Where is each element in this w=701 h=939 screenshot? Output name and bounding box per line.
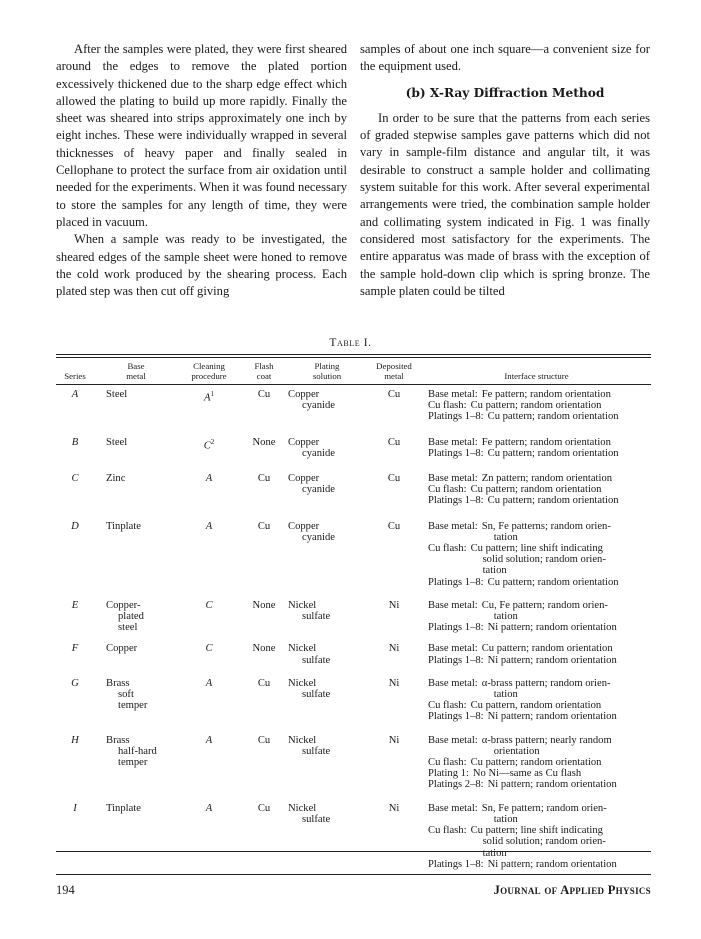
cell-line: Steel bbox=[106, 389, 128, 400]
cell-line: sulfate bbox=[302, 689, 331, 701]
table-row bbox=[56, 507, 651, 588]
interface-entry: Base metal: α-brass pattern; random orien- tation bbox=[428, 677, 611, 701]
cell-line: Copper bbox=[288, 436, 320, 448]
cell-deposited-metal: Ni bbox=[388, 677, 400, 689]
col-header-cleaning: Cleaning procedure bbox=[191, 361, 227, 381]
col-header-series: Series bbox=[64, 370, 86, 381]
cell-deposited-metal: Ni bbox=[388, 734, 400, 746]
cell-line: Nickel bbox=[288, 734, 317, 746]
cell-cleaning: A bbox=[205, 802, 213, 814]
table-row bbox=[56, 666, 651, 723]
table-bottom-rule bbox=[56, 851, 651, 852]
interface-entry: Plating 1: No Ni—same as Cu flash bbox=[428, 768, 582, 780]
cell-deposited-metal: Cu bbox=[387, 520, 401, 532]
interface-entry: Platings 1–8: Cu pattern; random orientation bbox=[428, 576, 619, 588]
cell-interface-structure bbox=[422, 666, 651, 723]
cell-plating-solution bbox=[288, 588, 366, 634]
body-paragraph: In order to be sure that the patterns from each series of graded stepwise samples gave patterns which did not vary in sample-film distance and angular tilt, it was desirable to construct a sample holder and collimating system suitable for this work. After several experimental arrangements were tried, the combination sample holder and collimating system indicated in Fig. 1 was finally considered most satisfactory for the experiments. The entire apparatus was made of brass with the exception of the sample hold-down clip which is spring bronze. The sample platen could be tilted bbox=[360, 110, 650, 298]
cell-interface-structure bbox=[422, 423, 651, 459]
cell-plating-solution bbox=[288, 633, 366, 665]
cell-interface-structure bbox=[422, 588, 651, 634]
interface-entry: Cu flash: Cu pattern; random orientation bbox=[428, 484, 602, 496]
cell-interface-structure bbox=[422, 459, 651, 507]
cell-line: Steel bbox=[106, 436, 128, 448]
right-text-column bbox=[360, 41, 650, 300]
cell-line: Tinplate bbox=[106, 802, 141, 814]
cell-base-metal bbox=[94, 459, 178, 507]
cell-series: B bbox=[71, 436, 79, 448]
cell-flash-coat: Cu bbox=[257, 473, 271, 485]
cell-cleaning: A bbox=[205, 473, 213, 485]
interface-entry: Base metal: Zn pattern; random orientation bbox=[428, 473, 613, 485]
cell-flash-coat: None bbox=[252, 599, 276, 611]
cell-line: Brass bbox=[106, 677, 130, 689]
cell-line: Copper bbox=[288, 473, 320, 485]
cell-line: sulfate bbox=[302, 745, 331, 757]
cell-series: D bbox=[71, 520, 79, 532]
interface-entry: Cu flash: Cu pattern; random orientation bbox=[428, 400, 602, 412]
page-number: 194 bbox=[56, 883, 75, 897]
cell-cleaning: C bbox=[205, 599, 213, 611]
col-header-base-metal: Base metal bbox=[126, 361, 146, 381]
cell-base-metal bbox=[94, 666, 178, 723]
cell-base-metal bbox=[94, 507, 178, 588]
cell-line: Tinplate bbox=[106, 520, 141, 532]
journal-name: Journal of Applied Physics bbox=[493, 883, 651, 897]
cell-interface-structure bbox=[422, 385, 651, 423]
cell-series: I bbox=[73, 802, 77, 814]
cell-line: cyanide bbox=[302, 531, 335, 543]
cell-cleaning: C bbox=[205, 643, 213, 655]
col-header-plating: Plating solution bbox=[312, 361, 342, 381]
cell-plating-solution bbox=[288, 723, 366, 791]
cell-flash-coat: None bbox=[252, 643, 276, 655]
cell-series: H bbox=[71, 734, 79, 746]
cell-line: plated bbox=[118, 611, 144, 623]
interface-entry: Platings 1–8: Cu pattern; random orientation bbox=[428, 495, 619, 507]
cell-series: A bbox=[71, 389, 79, 400]
table-row bbox=[56, 385, 651, 423]
cell-line: Zinc bbox=[106, 473, 126, 485]
interface-entry: Base metal: Sn, Fe pattern; random orien- tation bbox=[428, 802, 607, 825]
col-header-interface: Interface structure bbox=[504, 370, 569, 381]
cell-line: soft bbox=[118, 689, 134, 701]
cell-series: G bbox=[71, 677, 79, 689]
interface-entry: Base metal: α-brass pattern; nearly random orientation bbox=[428, 734, 612, 757]
cell-flash-coat: Cu bbox=[257, 389, 271, 400]
cell-flash-coat: Cu bbox=[257, 734, 271, 746]
cell-plating-solution bbox=[288, 423, 366, 459]
cell-line: half-hard bbox=[118, 745, 157, 757]
cell-line: Copper bbox=[106, 643, 138, 655]
interface-entry: Cu flash: Cu pattern; line shift indicating solid solution; random orien- tation bbox=[428, 825, 606, 859]
cell-cleaning: A bbox=[205, 677, 213, 689]
interface-entry: Base metal: Sn, Fe patterns; random orien- tation bbox=[428, 520, 611, 543]
interface-entry: Platings 1–8: Ni pattern; random orientation bbox=[428, 711, 617, 723]
table-row bbox=[56, 459, 651, 507]
body-paragraph: After the samples were plated, they were first sheared around the edges to remove the plated portion excessively thickened due to the sharp edge effect which allowed the plating to build up more rapidly. Finally the sheet was sheared into strips approximately one inch by eight inches. These were individually wrapped in several thicknesses of heavy paper and finally sealed in Cellophane to protect the surface from air oxidation until needed for the experiments. When it was found necessary to store the samples for any length of time, they were placed in vacuum. bbox=[56, 42, 347, 229]
cell-deposited-metal: Cu bbox=[387, 436, 401, 448]
cell-line: temper bbox=[118, 700, 148, 712]
cell-series: F bbox=[71, 643, 79, 655]
cell-line: Brass bbox=[106, 734, 130, 746]
cell-plating-solution bbox=[288, 507, 366, 588]
cell-deposited-metal: Cu bbox=[387, 473, 401, 485]
cell-deposited-metal: Ni bbox=[388, 599, 400, 611]
table-body bbox=[56, 385, 651, 870]
interface-entry: Platings 1–8: Ni pattern; random orientation bbox=[428, 622, 617, 634]
interface-entry: Cu flash: Cu pattern; line shift indicating solid solution; random orien- tation bbox=[428, 543, 606, 577]
cell-line: temper bbox=[118, 757, 148, 769]
cell-line: cyanide bbox=[302, 447, 335, 459]
cell-interface-structure bbox=[422, 633, 651, 665]
cell-plating-solution bbox=[288, 385, 366, 423]
table-row bbox=[56, 791, 651, 870]
interface-entry: Base metal: Cu pattern; random orientation bbox=[428, 643, 613, 655]
cell-line: Nickel bbox=[288, 677, 317, 689]
body-paragraph: samples of about one inch square—a convenient size for the equipment used. bbox=[360, 42, 650, 74]
interface-entry: Cu flash: Cu pattern, random orientation bbox=[428, 700, 602, 712]
interface-entry: Base metal: Fe pattern; random orientation bbox=[428, 389, 611, 400]
cell-base-metal bbox=[94, 423, 178, 459]
table-row bbox=[56, 588, 651, 634]
cell-line: Copper bbox=[288, 389, 320, 400]
cell-flash-coat: Cu bbox=[257, 520, 271, 532]
table-top-rule-2 bbox=[56, 357, 651, 358]
cell-base-metal bbox=[94, 588, 178, 634]
cell-line: Nickel bbox=[288, 599, 317, 611]
col-header-deposited: Deposited metal bbox=[376, 361, 412, 381]
body-paragraph: When a sample was ready to be investigated, the sheared edges of the sample sheet were honed to remove the cold work produced by the shearing process. Each plated step was then cut off giving bbox=[56, 232, 347, 299]
cell-flash-coat: None bbox=[252, 436, 276, 448]
cell-base-metal bbox=[94, 385, 178, 423]
cell-plating-solution bbox=[288, 459, 366, 507]
cell-deposited-metal: Cu bbox=[387, 389, 401, 400]
cell-cleaning: A bbox=[205, 734, 213, 746]
cell-interface-structure bbox=[422, 791, 651, 870]
table-top-rule bbox=[56, 354, 651, 355]
cell-line: Nickel bbox=[288, 643, 317, 655]
table-row bbox=[56, 633, 651, 665]
cell-cleaning: $C^2$ bbox=[203, 437, 215, 452]
cell-base-metal bbox=[94, 633, 178, 665]
interface-entry: Base metal: Cu, Fe pattern; random orien- tation bbox=[428, 599, 608, 623]
cell-series: E bbox=[71, 599, 79, 611]
cell-line: cyanide bbox=[302, 400, 335, 412]
data-table bbox=[56, 362, 651, 870]
cell-line: Copper- bbox=[106, 599, 141, 611]
cell-deposited-metal: Ni bbox=[388, 643, 400, 655]
cell-line: Copper bbox=[288, 520, 320, 532]
cell-line: sulfate bbox=[302, 611, 331, 623]
table-header bbox=[56, 362, 651, 385]
interface-entry: Platings 1–8: Ni pattern; random orientation bbox=[428, 858, 617, 870]
cell-line: cyanide bbox=[302, 484, 335, 496]
col-header-flash: Flash coat bbox=[254, 361, 274, 381]
table-title: Table I. bbox=[329, 337, 372, 349]
cell-line: sulfate bbox=[302, 654, 331, 666]
table-row bbox=[56, 723, 651, 791]
cell-line: steel bbox=[118, 622, 138, 634]
cell-base-metal bbox=[94, 791, 178, 870]
interface-entry: Base metal: Fe pattern; random orientation bbox=[428, 436, 611, 448]
interface-entry: Platings 2–8: Ni pattern; random orientation bbox=[428, 779, 617, 791]
interface-entry: Platings 1–8: Ni pattern; random orientation bbox=[428, 654, 617, 666]
interface-entry: Platings 1–8: Cu pattern; random orientation bbox=[428, 411, 619, 423]
interface-entry: Cu flash: Cu pattern; random orientation bbox=[428, 757, 602, 769]
cell-interface-structure bbox=[422, 507, 651, 588]
cell-line: Nickel bbox=[288, 802, 317, 814]
interface-entry: Platings 1–8: Cu pattern; random orientation bbox=[428, 447, 619, 459]
cell-cleaning: $A^1$ bbox=[204, 390, 214, 404]
cell-deposited-metal: Ni bbox=[388, 802, 400, 814]
cell-series: C bbox=[71, 473, 79, 485]
section-heading: (b) X-Ray Diffraction Method bbox=[405, 85, 605, 100]
cell-cleaning: A bbox=[205, 520, 213, 532]
cell-line: sulfate bbox=[302, 813, 331, 825]
cell-flash-coat: Cu bbox=[257, 677, 271, 689]
cell-plating-solution bbox=[288, 666, 366, 723]
cell-base-metal bbox=[94, 723, 178, 791]
left-text-column bbox=[56, 41, 347, 300]
table-row bbox=[56, 423, 651, 459]
footer-rule bbox=[56, 874, 651, 875]
cell-plating-solution bbox=[288, 791, 366, 870]
cell-flash-coat: Cu bbox=[257, 802, 271, 814]
cell-interface-structure bbox=[422, 723, 651, 791]
